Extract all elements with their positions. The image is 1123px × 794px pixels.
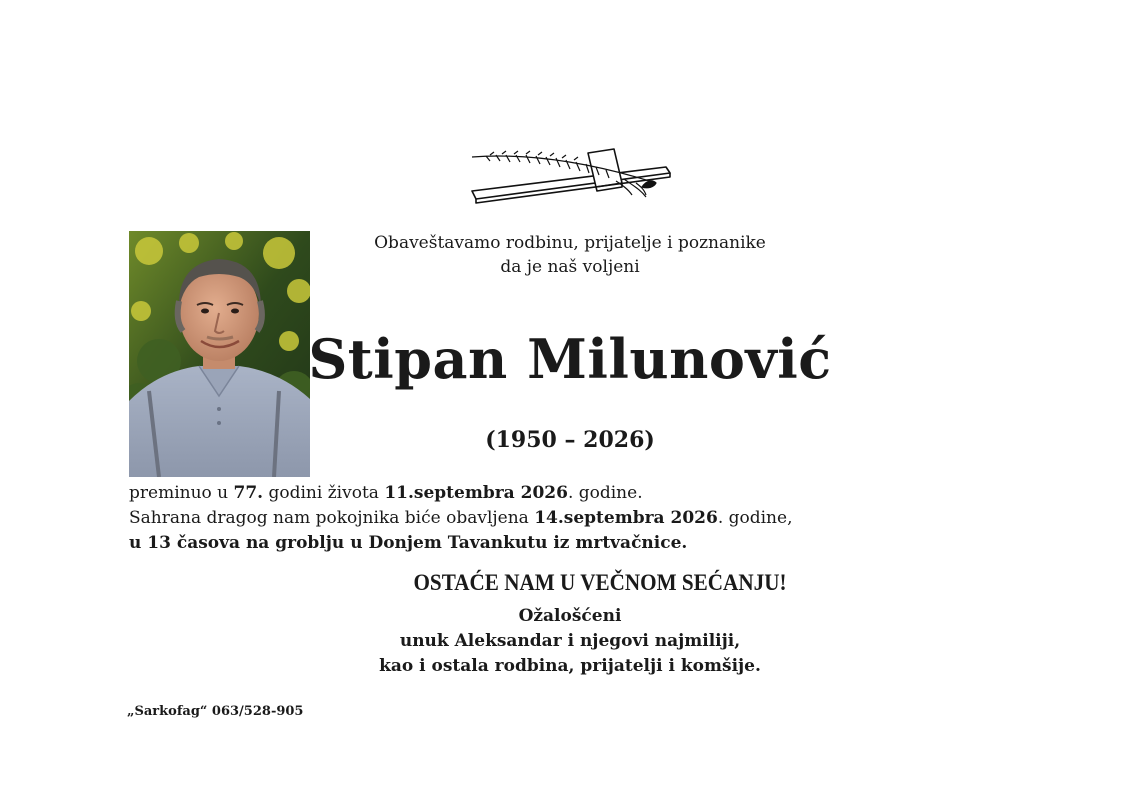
- intro-line-2: da je naš voljeni: [500, 257, 640, 277]
- death-date: 11.septembra 2026: [384, 483, 568, 503]
- funeral-place: u 13 časova na groblju u Donjem Tavankutu iz mrtvačnice.: [129, 533, 688, 553]
- agency-contact: „Sarkofag“ 063/528-905: [127, 704, 304, 719]
- age: 77.: [233, 483, 264, 503]
- funeral-text: . godine,: [717, 508, 793, 528]
- mourners-title: Ožalošćeni: [518, 606, 622, 626]
- funeral-date: 14.septembra 2026: [534, 508, 718, 528]
- mourners-line-1: unuk Aleksandar i njegovi najmiliji,: [399, 631, 741, 651]
- portrait-photo: [129, 231, 310, 477]
- intro-line-1: Obaveštavamo rodbinu, prijatelje i poznanike: [374, 233, 766, 253]
- funeral-details: [129, 481, 889, 556]
- funeral-line: [129, 506, 889, 531]
- cross-with-palm-branch-icon: [466, 143, 680, 205]
- funeral-text: Sahrana dragog nam pokojnika biće obavljena: [129, 508, 535, 528]
- life-years: (1950 – 2026): [485, 427, 655, 453]
- death-text: godini života: [263, 483, 385, 503]
- mourners-line-2: kao i ostala rodbina, prijatelji i komšije.: [379, 656, 761, 676]
- mourners: [330, 604, 810, 679]
- intro-text: [330, 231, 810, 279]
- death-text: . godine.: [567, 483, 643, 503]
- remembrance-line: OSTAĆE NAM U VEČNOM SEĆANJU!: [413, 570, 787, 595]
- death-line: [129, 481, 889, 506]
- deceased-name: Stipan Milunović: [308, 327, 832, 391]
- death-text: preminuo u: [129, 483, 234, 503]
- funeral-location: [129, 531, 889, 556]
